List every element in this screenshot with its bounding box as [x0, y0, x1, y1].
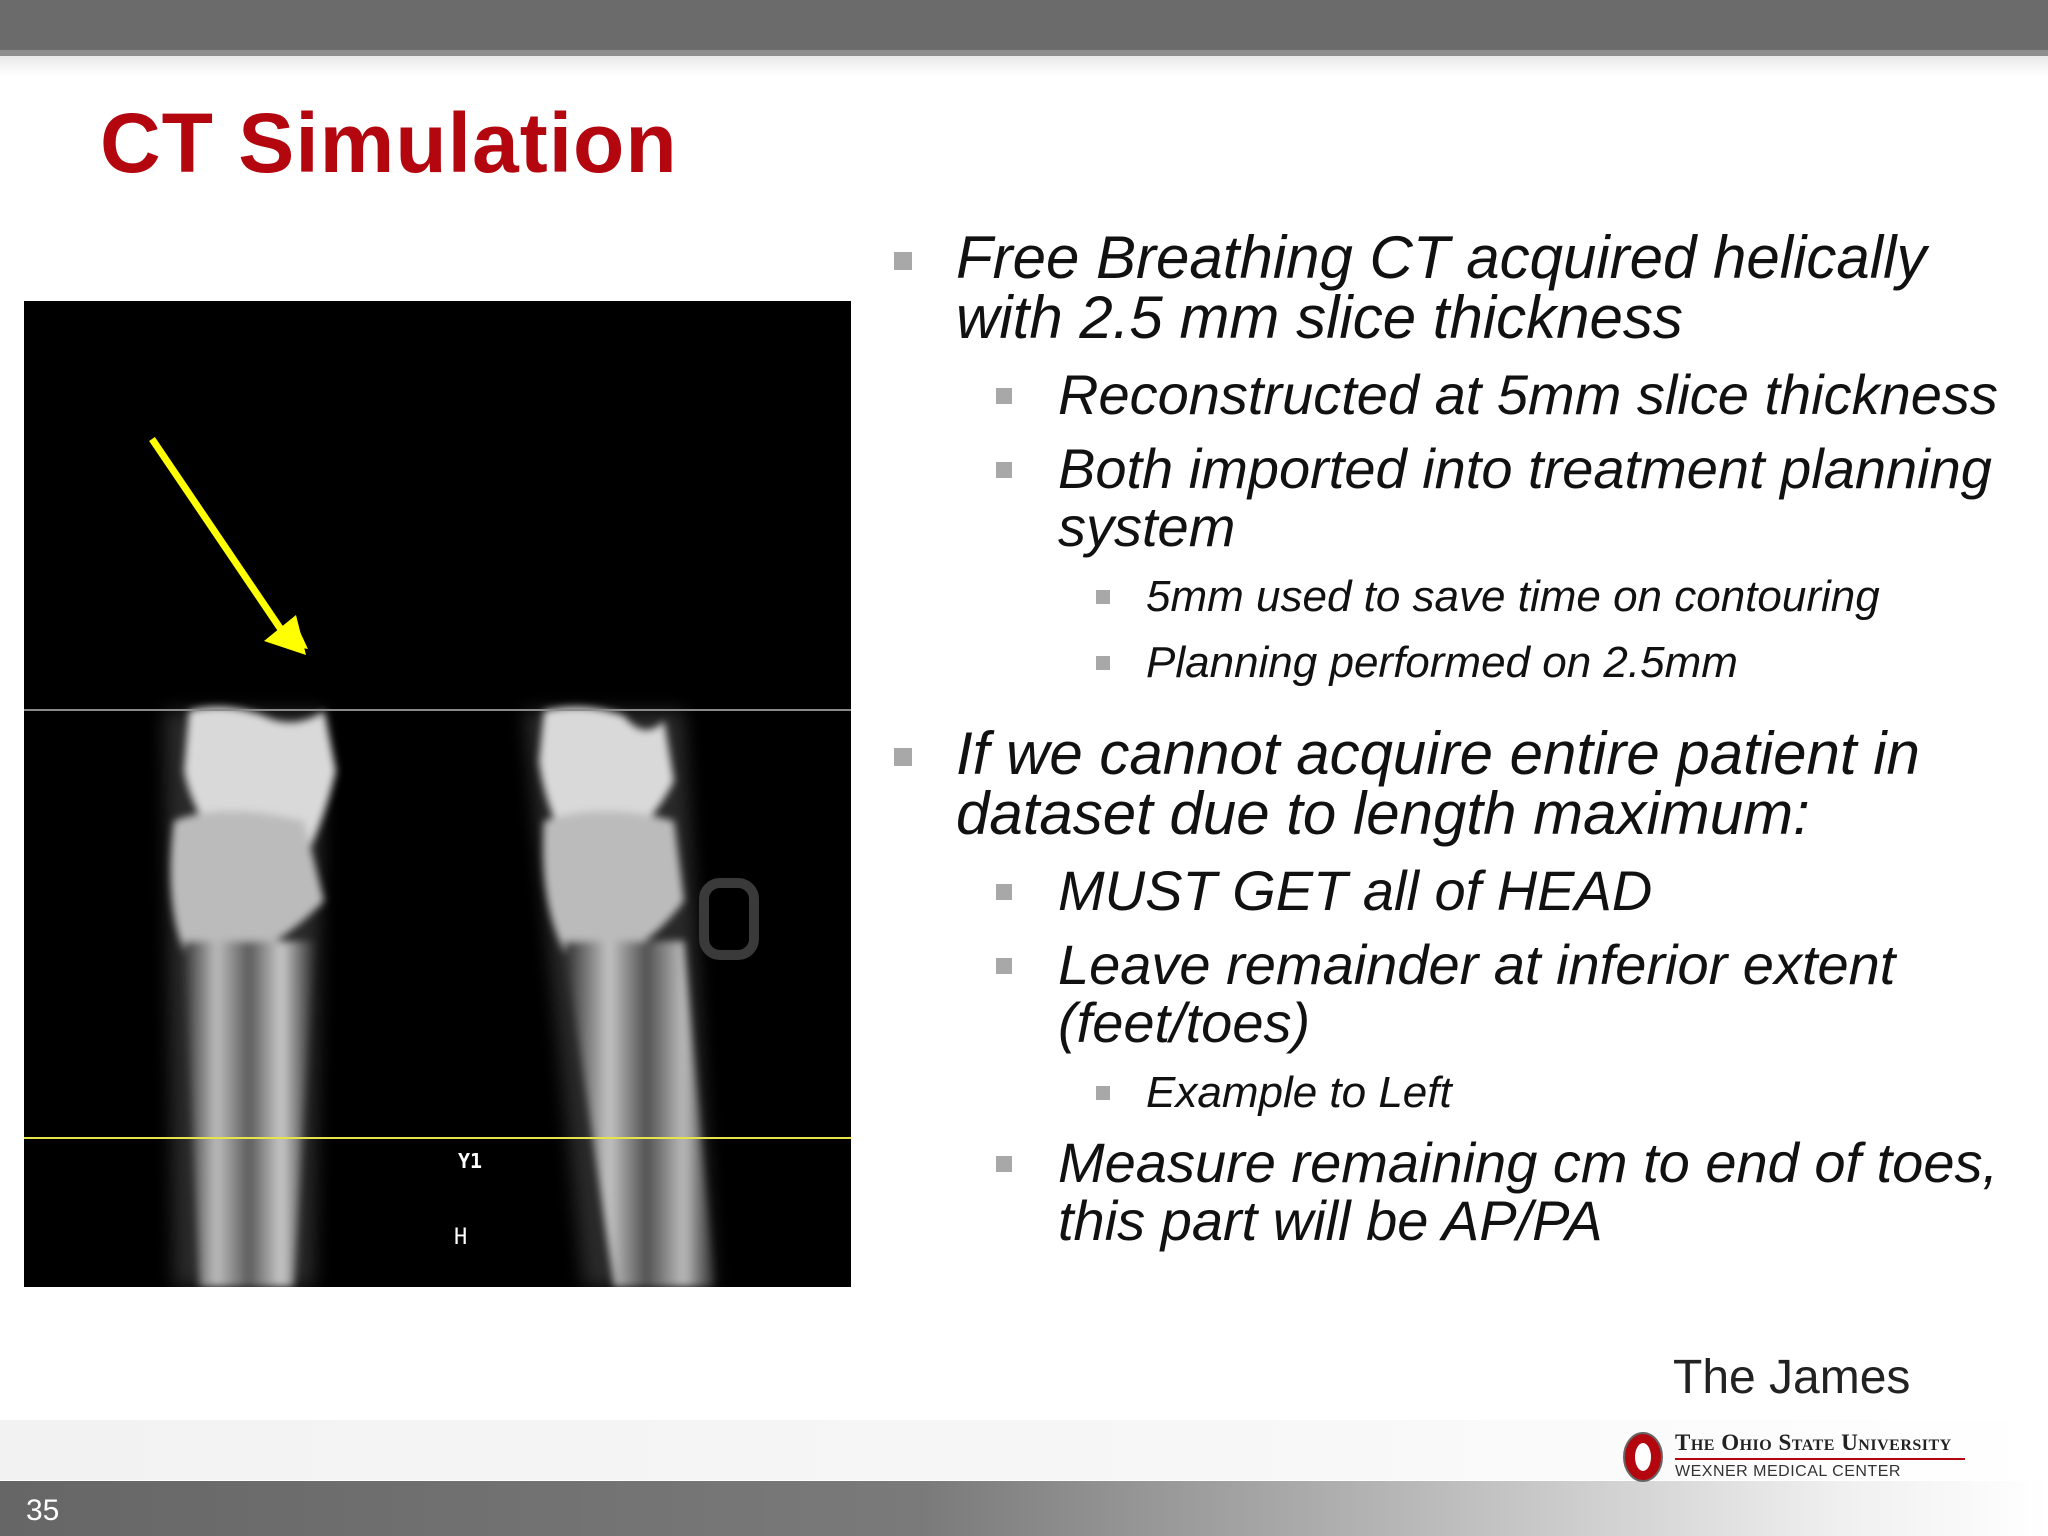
fiducial-marker — [704, 883, 754, 955]
bullet-item: If we cannot acquire entire patient in dataset due to length maximum: — [890, 724, 2020, 844]
medical-center-name: WEXNER MEDICAL CENTER — [1675, 1463, 1901, 1480]
bullet-item: Example to Left — [890, 1068, 2020, 1118]
top-shade — [0, 56, 2048, 76]
scout-marker-label: Y1 — [458, 1149, 483, 1173]
block-o-logo-icon — [1621, 1430, 1665, 1484]
bullet-item: Leave remainder at inferior extent (feet/toes) — [890, 936, 2020, 1052]
bullet-square-icon — [996, 1156, 1012, 1172]
slide-title: CT Simulation — [100, 96, 678, 190]
university-name: The Ohio State University — [1675, 1430, 1952, 1455]
footer-bar — [0, 1481, 2048, 1536]
bullet-item: 5mm used to save time on contouring — [890, 572, 2020, 622]
bullet-item: Reconstructed at 5mm slice thickness — [890, 366, 2020, 424]
arrow-icon — [152, 439, 308, 655]
bullet-square-icon — [1096, 590, 1110, 604]
bullet-square-icon — [996, 462, 1012, 478]
bullet-list — [890, 224, 2020, 1266]
bullet-item: Measure remaining cm to end of toes, this part will be AP/PA — [890, 1134, 2020, 1250]
bullet-item: Free Breathing CT acquired helically with 2.5 mm slice thickness — [890, 228, 2020, 348]
bullet-square-icon — [1096, 1086, 1110, 1100]
bullet-square-icon — [996, 388, 1012, 404]
university-rule — [1675, 1458, 1965, 1460]
bullet-square-icon — [1096, 656, 1110, 670]
bullet-item: Planning performed on 2.5mm — [890, 638, 2020, 688]
page-number: 35 — [26, 1494, 60, 1527]
top-bar — [0, 0, 2048, 50]
bullet-item: MUST GET all of HEAD — [890, 862, 2020, 920]
bullet-square-icon — [894, 252, 912, 270]
scout-orientation-label: H — [454, 1225, 468, 1250]
brand-name: The James — [1673, 1351, 1911, 1404]
bullet-item: Both imported into treatment planning system — [890, 440, 2020, 556]
bullet-square-icon — [894, 748, 912, 766]
ct-scout-image — [24, 301, 851, 1287]
bullet-square-icon — [996, 884, 1012, 900]
bullet-square-icon — [996, 958, 1012, 974]
